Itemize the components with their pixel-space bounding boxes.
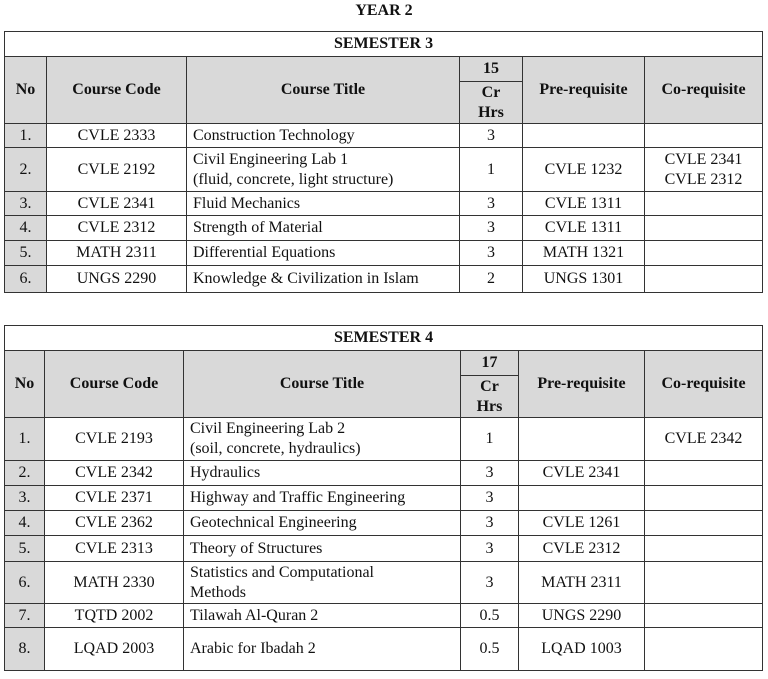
total-credits: 15 [460, 57, 523, 82]
corequisite [645, 266, 763, 293]
corequisite-line: CVLE 2342 [664, 430, 743, 447]
course-number: 6. [5, 266, 47, 293]
credit-hours: 3 [460, 241, 523, 266]
header-course-code: Course Code [47, 57, 187, 124]
corequisite [645, 418, 763, 461]
header-no: No [5, 351, 45, 418]
total-credits: 17 [461, 351, 519, 376]
semester-4-table [4, 325, 763, 671]
course-title-line: Strength of Material [193, 219, 323, 236]
credit-hours: 3 [461, 461, 519, 486]
header-credit-hours: Cr Hrs [460, 82, 523, 124]
table-row [5, 562, 763, 604]
course-title-line: Hydraulics [190, 464, 261, 481]
course-title-line: Civil Engineering Lab 2 [190, 420, 346, 437]
header-course-code: Course Code [45, 351, 184, 418]
corequisite [645, 486, 763, 511]
course-title [184, 562, 461, 604]
table-row [5, 628, 763, 671]
corequisite-line: CVLE 2312 [664, 170, 743, 188]
course-number: 2. [5, 148, 47, 192]
credit-hours: 3 [460, 124, 523, 148]
course-title-line: Arabic for Ibadah 2 [190, 640, 316, 657]
course-title-line: Construction Technology [193, 126, 355, 144]
header-corequisite: Co-requisite [645, 57, 763, 124]
corequisite [645, 628, 763, 671]
course-title [184, 536, 461, 562]
course-title [187, 266, 460, 293]
prerequisite: CVLE 1311 [523, 192, 645, 216]
table-row [5, 124, 763, 148]
prerequisite: CVLE 1311 [523, 216, 645, 241]
course-code: LQAD 2003 [45, 628, 184, 671]
table-row [5, 604, 763, 628]
credit-hours: 3 [460, 192, 523, 216]
corequisite [645, 124, 763, 148]
course-code: CVLE 2192 [47, 148, 187, 192]
course-code: MATH 2311 [47, 241, 187, 266]
course-number: 5. [5, 536, 45, 562]
course-title [187, 192, 460, 216]
course-code: UNGS 2290 [47, 266, 187, 293]
prerequisite: UNGS 1301 [523, 266, 645, 293]
table-row [5, 536, 763, 562]
course-title [187, 241, 460, 266]
prerequisite: CVLE 2341 [519, 461, 645, 486]
course-title [184, 604, 461, 628]
course-code: CVLE 2313 [45, 536, 184, 562]
corequisite [645, 461, 763, 486]
semester-title: SEMESTER 4 [5, 326, 763, 351]
course-title-line: Knowledge & Civilization in Islam [193, 270, 419, 287]
course-title-line: Highway and Traffic Engineering [190, 489, 406, 506]
course-title [184, 461, 461, 486]
corequisite [645, 536, 763, 562]
header-course-title: Course Title [187, 57, 460, 124]
course-code: MATH 2330 [45, 562, 184, 604]
credit-hours: 0.5 [461, 604, 519, 628]
course-code: CVLE 2371 [45, 486, 184, 511]
course-title-line: Statistics and Computational [190, 563, 374, 581]
prerequisite: MATH 2311 [519, 562, 645, 604]
course-title [184, 511, 461, 536]
corequisite [645, 216, 763, 241]
corequisite [645, 604, 763, 628]
credit-hours: 3 [461, 562, 519, 604]
course-title [184, 486, 461, 511]
course-number: 4. [5, 216, 47, 241]
header-course-title: Course Title [184, 351, 461, 418]
table-row [5, 266, 763, 293]
header-credit-hours: Cr Hrs [461, 376, 519, 418]
course-title-line: (soil, concrete, hydraulics) [190, 440, 361, 457]
course-number: 3. [5, 192, 47, 216]
course-number: 8. [5, 628, 45, 671]
course-title-line: Civil Engineering Lab 1 [193, 150, 349, 168]
corequisite [645, 511, 763, 536]
course-number: 2. [5, 461, 45, 486]
table-row [5, 418, 763, 461]
course-code: CVLE 2342 [45, 461, 184, 486]
course-code: CVLE 2341 [47, 192, 187, 216]
course-title [187, 216, 460, 241]
header-prerequisite: Pre-requisite [523, 57, 645, 124]
prerequisite: UNGS 2290 [519, 604, 645, 628]
prerequisite: CVLE 2312 [519, 536, 645, 562]
prerequisite [519, 486, 645, 511]
course-title-line: Theory of Structures [190, 539, 323, 557]
course-title-line: Fluid Mechanics [193, 194, 301, 212]
prerequisite: CVLE 1232 [523, 148, 645, 192]
course-number: 5. [5, 241, 47, 266]
corequisite [645, 148, 763, 192]
credit-hours: 3 [461, 536, 519, 562]
course-code: CVLE 2362 [45, 511, 184, 536]
prerequisite [523, 124, 645, 148]
prerequisite: MATH 1321 [523, 241, 645, 266]
corequisite [645, 241, 763, 266]
corequisite-line: CVLE 2341 [664, 150, 743, 168]
course-number: 3. [5, 486, 45, 511]
credit-hours: 0.5 [461, 628, 519, 671]
course-number: 1. [5, 124, 47, 148]
header-prerequisite: Pre-requisite [519, 351, 645, 418]
table-row [5, 461, 763, 486]
table-row [5, 241, 763, 266]
semester-title: SEMESTER 3 [5, 32, 763, 57]
course-title-line: Methods [190, 583, 246, 601]
credit-hours: 3 [460, 216, 523, 241]
course-title [184, 418, 461, 461]
course-title-line: Geotechnical Engineering [190, 514, 357, 531]
table-row [5, 148, 763, 192]
course-title [187, 124, 460, 148]
course-title-line: Tilawah Al-Quran 2 [190, 606, 319, 624]
corequisite [645, 192, 763, 216]
course-number: 4. [5, 511, 45, 536]
credit-hours: 1 [460, 148, 523, 192]
course-code: CVLE 2333 [47, 124, 187, 148]
credit-hours: 3 [461, 486, 519, 511]
table-row [5, 486, 763, 511]
credit-hours: 2 [460, 266, 523, 293]
course-code: CVLE 2312 [47, 216, 187, 241]
credit-hours: 3 [461, 511, 519, 536]
prerequisite: LQAD 1003 [519, 628, 645, 671]
credit-hours: 1 [461, 418, 519, 461]
semester-3-table [4, 31, 763, 293]
course-title [187, 148, 460, 192]
course-title-line: (fluid, concrete, light structure) [193, 170, 394, 188]
year-title: YEAR 2 [355, 2, 413, 19]
course-number: 1. [5, 418, 45, 461]
course-title-line: Differential Equations [193, 244, 336, 261]
table-row [5, 192, 763, 216]
course-code: TQTD 2002 [45, 604, 184, 628]
table-row [5, 511, 763, 536]
corequisite [645, 562, 763, 604]
course-code: CVLE 2193 [45, 418, 184, 461]
prerequisite [519, 418, 645, 461]
course-title [184, 628, 461, 671]
header-no: No [5, 57, 47, 124]
prerequisite: CVLE 1261 [519, 511, 645, 536]
course-number: 6. [5, 562, 45, 604]
table-row [5, 216, 763, 241]
course-number: 7. [5, 604, 45, 628]
header-corequisite: Co-requisite [645, 351, 763, 418]
